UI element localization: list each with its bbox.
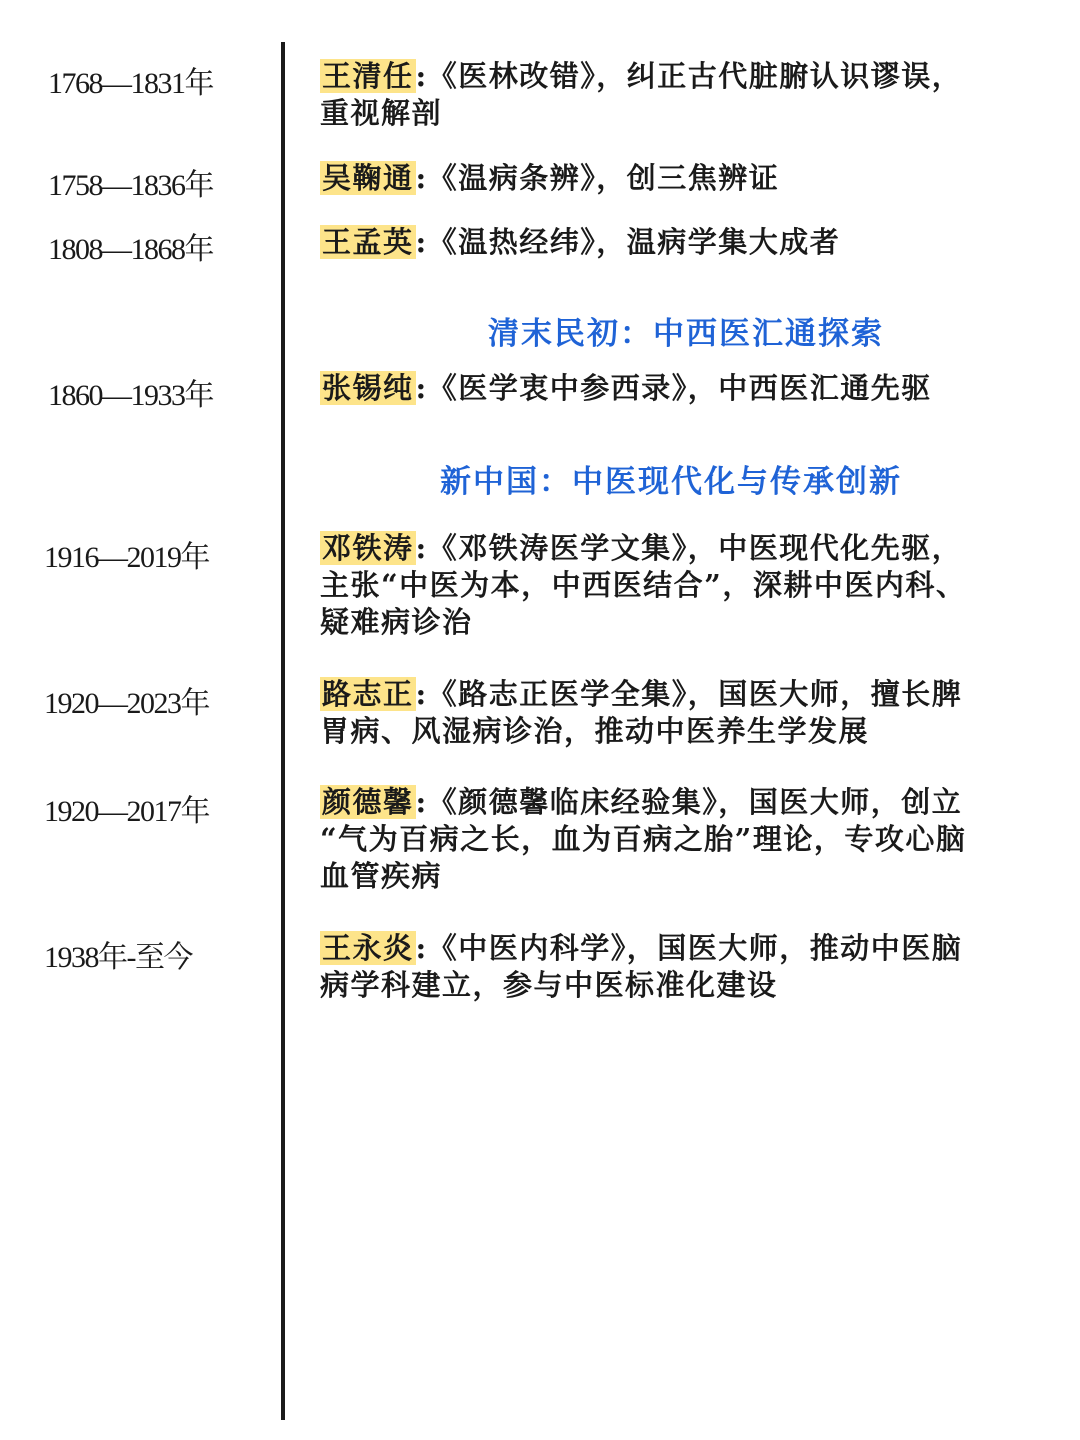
- timeline-axis: [281, 42, 285, 1420]
- entry-description: :《温病条辨》，创三焦辨证: [415, 161, 780, 195]
- entry-description: :《医林改错》，纠正古代脏腑认识谬误， 重视解剖: [320, 59, 963, 130]
- timeline-entry: [320, 370, 1020, 407]
- timeline-entry: [320, 784, 1020, 895]
- era-heading: 清末民初：中西医汇通探索: [488, 316, 884, 352]
- date-label: 1938年-至今: [44, 941, 192, 974]
- entry-description: :《中医内科学》，国医大师，推动中医脑 病学科建立，参与中医标准化建设: [320, 931, 963, 1002]
- date-label: 1920—2017年: [44, 795, 209, 828]
- entry-description: :《颜德馨临床经验集》，国医大师，创立 “气为百病之长，血为百病之胎”理论，专攻心脑 血管疾病: [320, 785, 967, 893]
- person-name: 王永炎: [322, 931, 414, 965]
- date-label: 1758—1836年: [48, 169, 213, 202]
- person-name: 吴鞠通: [322, 161, 414, 195]
- entry-description: :《邓铁涛医学文集》，中医现代化先驱， 主张“中医为本，中西医结合”，深耕中医内科、 疑难病诊治: [320, 531, 967, 639]
- date-label: 1860—1933年: [48, 379, 213, 412]
- person-name: 邓铁涛: [322, 531, 414, 565]
- entry-description: :《路志正医学全集》，国医大师，擅长脾 胃病、风湿病诊治，推动中医养生学发展: [320, 677, 963, 748]
- date-label: 1768—1831年: [48, 67, 213, 100]
- timeline-entry: [320, 930, 1020, 1004]
- timeline-entry: [320, 530, 1020, 641]
- entry-description: :《医学衷中参西录》，中西医汇通先驱: [415, 371, 932, 405]
- era-heading: 新中国：中医现代化与传承创新: [440, 464, 902, 500]
- person-name: 颜德馨: [322, 785, 414, 819]
- timeline-entry: [320, 160, 1020, 197]
- person-name: 路志正: [322, 677, 414, 711]
- date-label: 1920—2023年: [44, 687, 209, 720]
- timeline-entry: [320, 676, 1020, 750]
- person-name: 王清任: [322, 59, 414, 93]
- entry-description: :《温热经纬》，温病学集大成者: [415, 225, 841, 259]
- date-label: 1916—2019年: [44, 541, 209, 574]
- person-name: 张锡纯: [322, 371, 414, 405]
- person-name: 王孟英: [322, 225, 414, 259]
- date-label: 1808—1868年: [48, 233, 213, 266]
- timeline-entry: [320, 224, 1020, 261]
- timeline-entry: [320, 58, 1020, 132]
